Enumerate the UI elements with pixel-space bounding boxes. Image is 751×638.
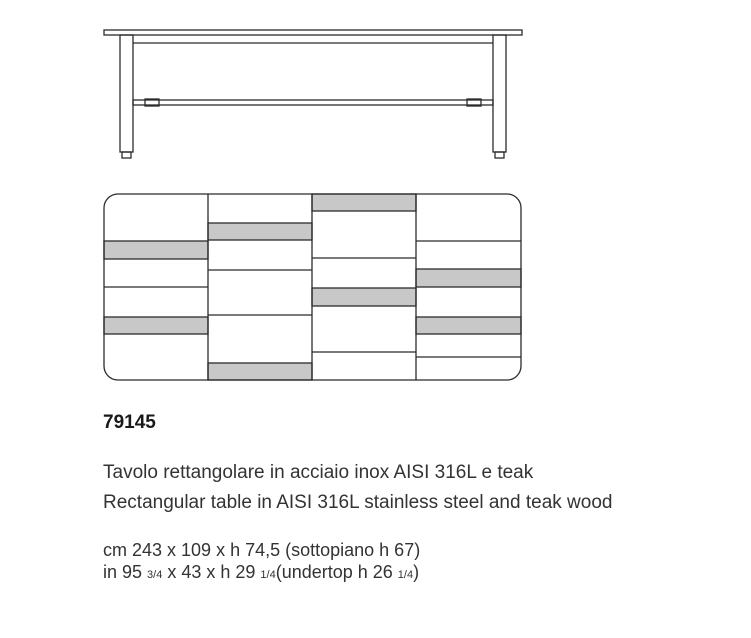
leg-left — [120, 35, 133, 152]
description-english: Rectangular table in AISI 316L stainless steel and teak wood — [103, 492, 613, 513]
steel-strip-8 — [416, 317, 521, 334]
dim-in-undertop-fraction: 1/4 — [397, 569, 414, 581]
dim-in-width-fraction: 3/4 — [147, 569, 163, 581]
table-plan-view — [104, 194, 521, 380]
product-code: 79145 — [103, 412, 156, 433]
stretcher-bar — [133, 100, 493, 105]
foot-right — [495, 152, 504, 158]
dim-in-width: in 95 — [103, 562, 148, 582]
steel-strip-5 — [312, 194, 416, 211]
dim-in-height-fraction: 1/4 — [260, 569, 276, 581]
leg-right — [493, 35, 506, 152]
steel-strip-7 — [416, 269, 521, 287]
steel-strip-1 — [104, 241, 208, 259]
tabletop-edge — [104, 30, 522, 35]
dim-in-close: ) — [413, 562, 420, 582]
dimensions-cm: cm 243 x 109 x h 74,5 (sottopiano h 67) — [103, 540, 421, 560]
dimensions-inches — [103, 562, 419, 583]
dim-in-height: x 43 x h 29 — [162, 562, 261, 582]
dim-in-undertop: (undertop h 26 — [275, 562, 398, 582]
steel-strip-3 — [208, 223, 312, 240]
description-italian: Tavolo rettangolare in acciaio inox AISI 316L e teak — [103, 462, 534, 483]
table-elevation-view — [104, 30, 522, 158]
steel-strip-2 — [104, 317, 208, 334]
steel-strip-4 — [208, 363, 312, 380]
foot-left — [122, 152, 131, 158]
steel-strip-6 — [312, 288, 416, 306]
